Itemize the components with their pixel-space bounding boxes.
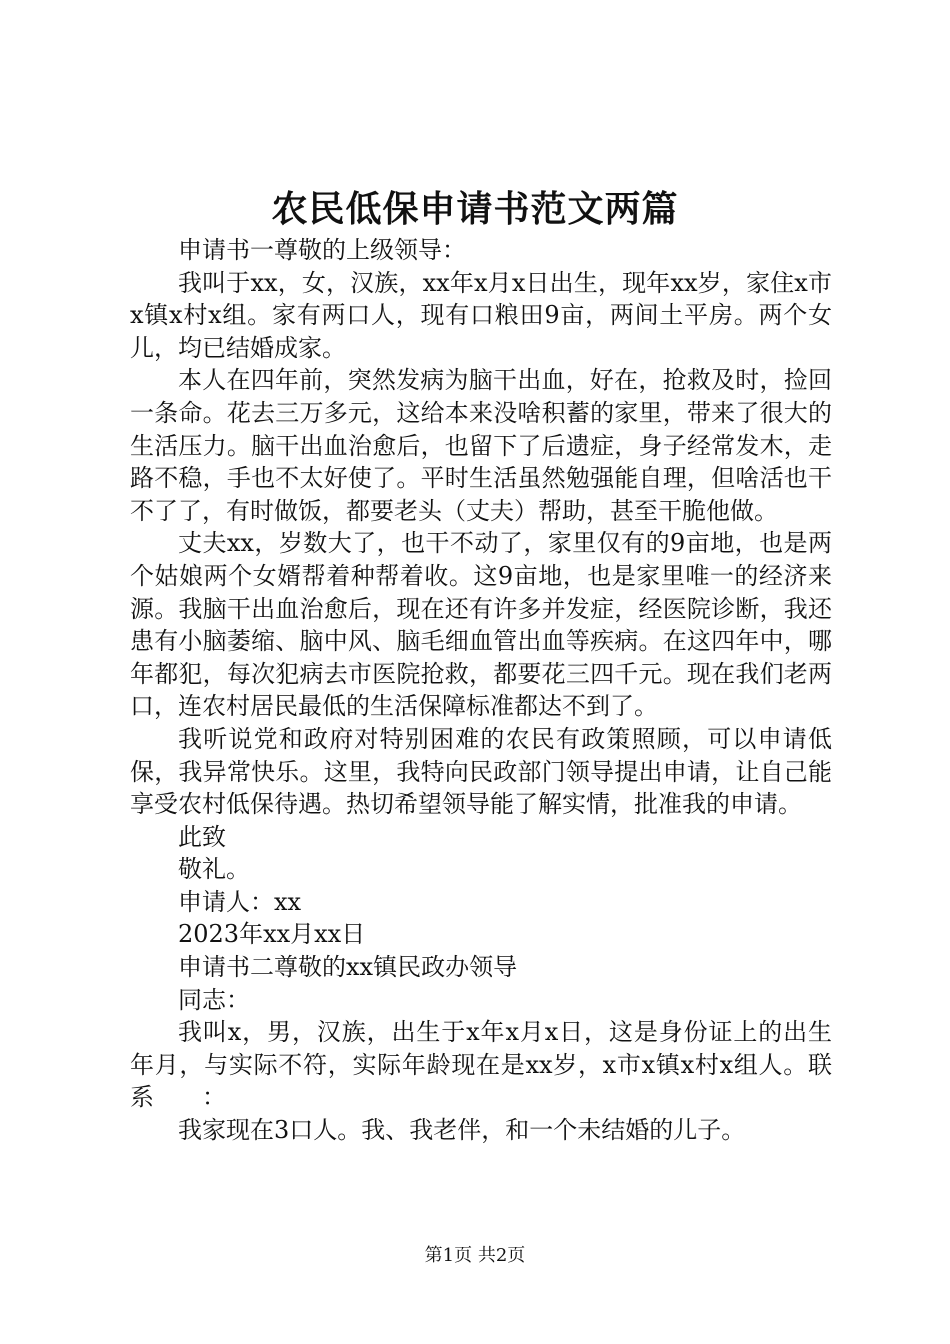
document-body (130, 234, 832, 1147)
paragraph-salutation-1: 申请书一尊敬的上级领导： (178, 236, 466, 264)
paragraph-request-1: 我听说党和政府对特别困难的农民有政策照顾，可以申请低保，我异常快乐。这里，我特向民政部门领导提出申请，让自己能享受农村低保待遇。热切希望领导能了解实情，批准我的申请。 (130, 724, 832, 819)
paragraph-salutation-2: 申请书二尊敬的xx镇民政办领导 (178, 953, 518, 982)
paragraph-applicant: 申请人：xx (178, 887, 302, 916)
paragraph-illness: 本人在四年前，突然发病为脑干出血，好在，抢救及时，捡回一条命。花去三万多元，这给本来没啥积蓄的家里，带来了很大的生活压力。脑干出血治愈后，也留下了后遗症，身子经常发木，走路不稳，手也不太好使了。平时生活虽然勉强能自理，但啥活也干不了了，有时做饭，都要老头（丈夫）帮助，甚至干脆他做。 (130, 366, 832, 525)
document-title: 农民低保申请书范文两篇 (271, 188, 679, 230)
paragraph-husband: 丈夫xx，岁数大了，也干不动了，家里仅有的9亩地，也是两个姑娘两个女婿帮着种帮着收。这9亩地，也是家里唯一的经济来源。我脑干出血治愈后，现在还有许多并发症，经医院诊断，我还患有小脑萎缩、脑中风、脑毛细血管出血等疾病。在这四年中，哪年都犯，每次犯病去市医院抢救，都要花三四千元。现在我们老两口，连农村居民最低的生活保障标准都达不到了。 (130, 529, 832, 721)
paragraph-intro-1: 我叫于xx，女，汉族，xx年x月x日出生，现年xx岁，家住x市x镇x村x组。家有两口人，现有口粮田9亩，两间土平房。两个女儿，均已结婚成家。 (130, 268, 832, 362)
page-number: 第1页 共2页 (424, 1245, 526, 1266)
paragraph-intro-2: 我叫x，男，汉族，出生于x年x月x日，这是身份证上的出生年月，与实际不符，实际年龄现在是xx岁，x市x镇x村x组人。联系 ： (130, 1018, 832, 1112)
paragraph-family-2: 我家现在3口人。我、我老伴，和一个未结婚的儿子。 (178, 1116, 746, 1145)
paragraph-date: 2023年xx月xx日 (178, 920, 366, 949)
paragraph-salutation-2-cont: 同志： (178, 985, 250, 1014)
paragraph-closing-1: 此致 (178, 822, 226, 851)
paragraph-closing-2: 敬礼。 (178, 855, 250, 884)
